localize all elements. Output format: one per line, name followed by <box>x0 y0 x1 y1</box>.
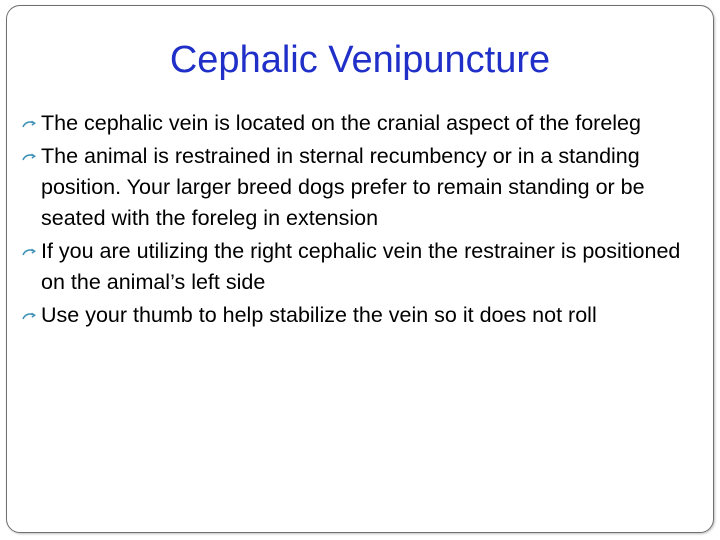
curved-arrow-bullet-icon <box>22 311 36 321</box>
bullet-text: If you are utilizing the right cephalic vein the restrainer is positioned on the animal’s left side <box>41 239 681 294</box>
bullet-text: Use your thumb to help stabilize the vein so it does not roll <box>41 303 597 327</box>
bullet-item <box>20 236 700 298</box>
bullet-text: The animal is restrained in sternal recumbency or in a standing position. Your larger breed dogs prefer to remain standing or be seated with the foreleg in extension <box>41 144 645 230</box>
bullet-list <box>20 108 700 333</box>
curved-arrow-bullet-icon <box>22 152 36 162</box>
curved-arrow-bullet-icon <box>22 247 36 257</box>
curved-arrow-bullet-icon <box>22 119 36 129</box>
slide-title: Cephalic Venipuncture <box>169 39 551 81</box>
bullet-item <box>20 141 700 234</box>
bullet-text: The cephalic vein is located on the cranial aspect of the foreleg <box>41 111 641 135</box>
bullet-item <box>20 300 700 331</box>
bullet-item <box>20 108 700 139</box>
